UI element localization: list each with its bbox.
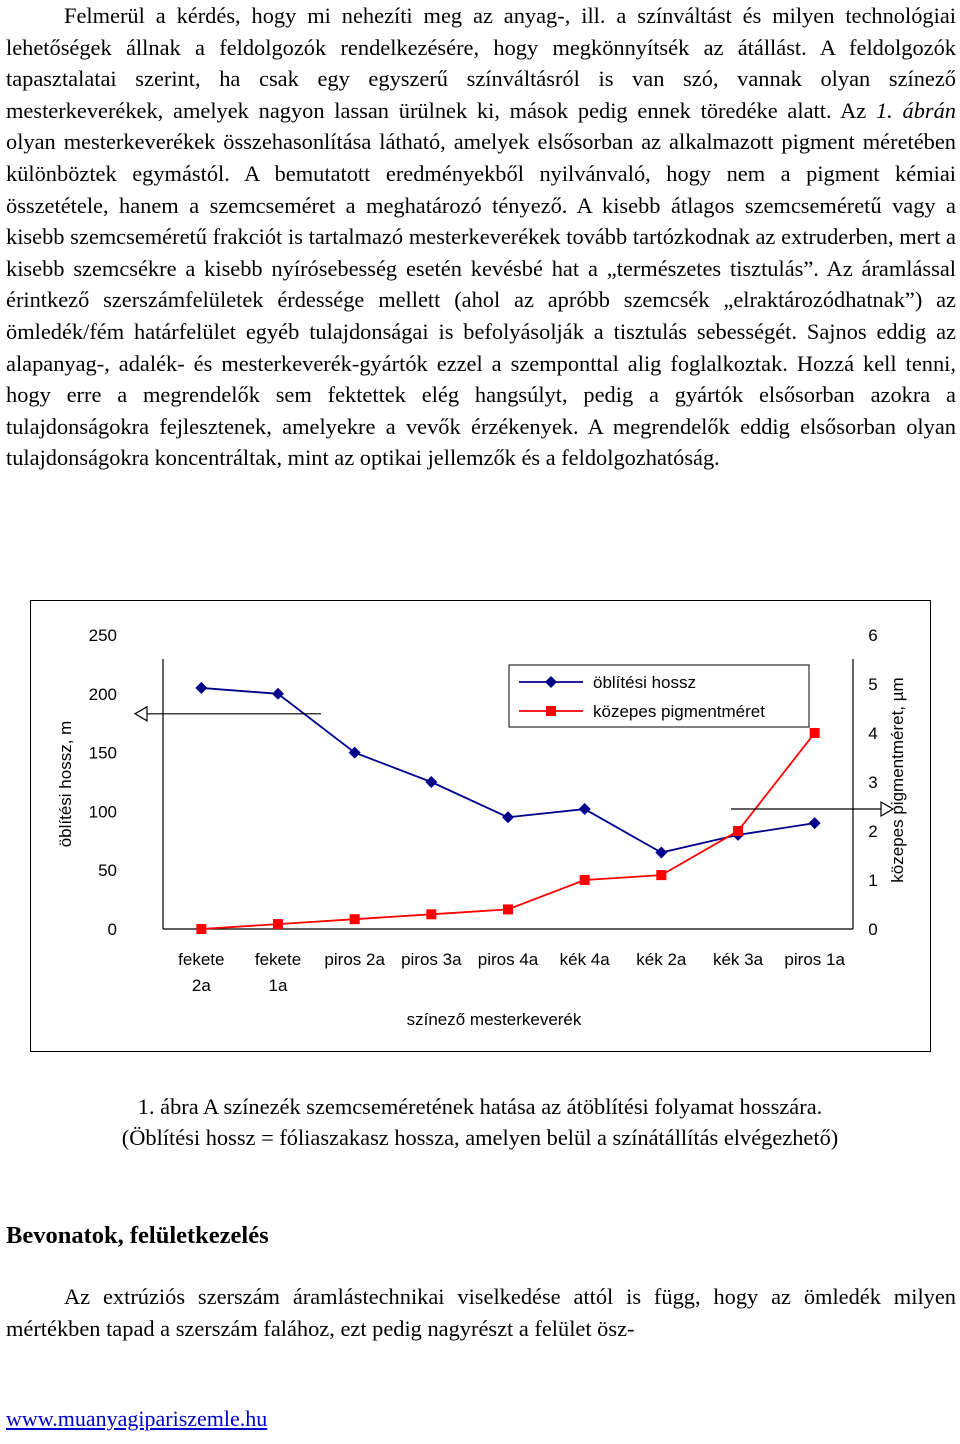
x-tick-label: piros 2a	[324, 950, 385, 969]
data-point-square	[656, 870, 666, 880]
y-tick-label: 100	[88, 802, 117, 822]
legend-label: közepes pigmentméret	[593, 702, 765, 721]
x-axis-title: színező mesterkeverék	[406, 1010, 582, 1029]
y2-axis-title: közepes pigmentméret, µm	[888, 677, 907, 883]
data-point-diamond	[425, 776, 437, 788]
figure-reference: 1. ábrán	[875, 97, 956, 123]
intro-text: Felmerül a kérdés, hogy mi nehezíti meg az anyag-, ill. a színváltást és milyen technológiai lehetőségek állnak a feldolgozók rendelkezésére, hogy megkönnyítsék az átállást. A feldolgozók tapasztalatai szerint, ha csak egy egyszerű színváltásról is van szó, vannak olyan színező mesterkeverékek, amelyek nagyon lassan ürülnek ki, mások pedig ennek töredéke alatt. Az	[6, 3, 956, 123]
x-tick-label: piros 4a	[477, 950, 539, 969]
y2-tick-label: 1	[868, 871, 878, 890]
y-tick-label: 0	[107, 920, 117, 939]
intro-text-rest: olyan mesterkeverékek összehasonlítása látható, amelyek elsősorban az alkalmazott pigment méretében különböztek egymástól. A bemutatott eredményekből nyilvánvaló, hogy nem a pigment kémiai összetétele, hanem a szemcseméret a meghatározó tényező. A kisebb átlagos szemcseméretű vagy a kisebb szemcseméretű frakciót is tartalmazó mesterkeverékek tovább tartózkodnak az extruderben, mert a kisebb szemcsékre a kisebb nyírósebesség esetén kevésbé hat a „természetes tisztulás”. Az áramlással érintkező szerszámfelületek érdessége mellett (ahol az apróbb szemcsék „elraktározódhatnak”) az ömledék/fém határfelület egyéb tulajdonságai is befolyásolják a tisztulás sebességét. Sajnos eddig az alapanyag-, adalék- és mesterkeverék-gyártók ezzel a szemponttal alig foglalkoztak. Hozzá kell tenni, hogy erre a megrendelők sem fektettek elég hangsúlyt, pedig a gyártók elsősorban azokra a tulajdonságokra fejlesztenek, amelyekre a vevők érzékenyek. A megrendelők eddig elsősorban olyan tulajdonságokra koncentráltak, mint az optikai jellemzők és a feldolgozhatóság.	[6, 129, 956, 471]
y-axis-title: öblítési hossz, m	[56, 720, 75, 848]
data-point-diamond	[655, 847, 667, 859]
figure-chart	[30, 600, 931, 1052]
x-tick-label: kék 2a	[636, 950, 687, 969]
y2-tick-label: 2	[868, 822, 878, 841]
x-tick-label: piros 1a	[784, 950, 845, 969]
data-point-square	[733, 826, 743, 836]
section-paragraph	[6, 1281, 956, 1344]
figure-caption-line-1: 1. ábra A színezék szemcseméretének hatása az átöblítési folyamat hosszára.	[137, 1094, 823, 1119]
x-tick-label: kék 4a	[559, 950, 610, 969]
line-chart	[31, 601, 930, 1051]
y2-tick-label: 3	[868, 773, 878, 792]
footer-website-link[interactable]: www.muanyagipariszemle.hu	[6, 1406, 268, 1431]
legend-label: öblítési hossz	[593, 673, 696, 692]
x-tick-label: piros 3a	[401, 950, 462, 969]
y2-tick-label: 0	[868, 920, 878, 939]
data-point-square	[273, 919, 283, 929]
y-tick-label: 50	[98, 861, 117, 881]
data-point-diamond	[502, 811, 514, 823]
y-tick-label: 250	[88, 626, 117, 645]
data-point-diamond	[195, 682, 207, 694]
x-tick-label: fekete 2a	[178, 950, 225, 995]
y-tick-label: 150	[88, 743, 117, 763]
data-point-square	[810, 728, 820, 738]
data-point-diamond	[809, 817, 821, 829]
section-heading: Bevonatok, felületkezelés	[6, 1222, 269, 1249]
intro-paragraph	[6, 0, 956, 474]
section-paragraph-text: Az extrúziós szerszám áramlástechnikai viselkedése attól is függ, hogy az ömledék milyen mértékben tapad a szerszám falához, ezt pedig nagyrészt a felület ösz-	[6, 1284, 956, 1341]
data-point-square	[350, 914, 360, 924]
y2-tick-label: 6	[868, 626, 878, 645]
data-point-square	[196, 924, 206, 934]
data-point-square	[503, 904, 513, 914]
legend-marker-square	[546, 706, 556, 716]
y-tick-label: 200	[88, 684, 117, 704]
left-arrow-head-icon	[135, 707, 147, 721]
data-point-square	[426, 909, 436, 919]
y2-tick-label: 4	[868, 724, 878, 743]
data-point-diamond	[579, 803, 591, 815]
data-point-square	[580, 875, 590, 885]
series-line-2	[201, 733, 814, 929]
figure-caption-line-2: (Öblítési hossz = fóliaszakasz hossza, amelyen belül a színátállítás elvégezhető)	[121, 1125, 839, 1150]
x-tick-label: kék 3a	[712, 950, 764, 969]
y2-tick-label: 5	[868, 675, 878, 694]
x-tick-label: fekete 1a	[254, 950, 302, 995]
